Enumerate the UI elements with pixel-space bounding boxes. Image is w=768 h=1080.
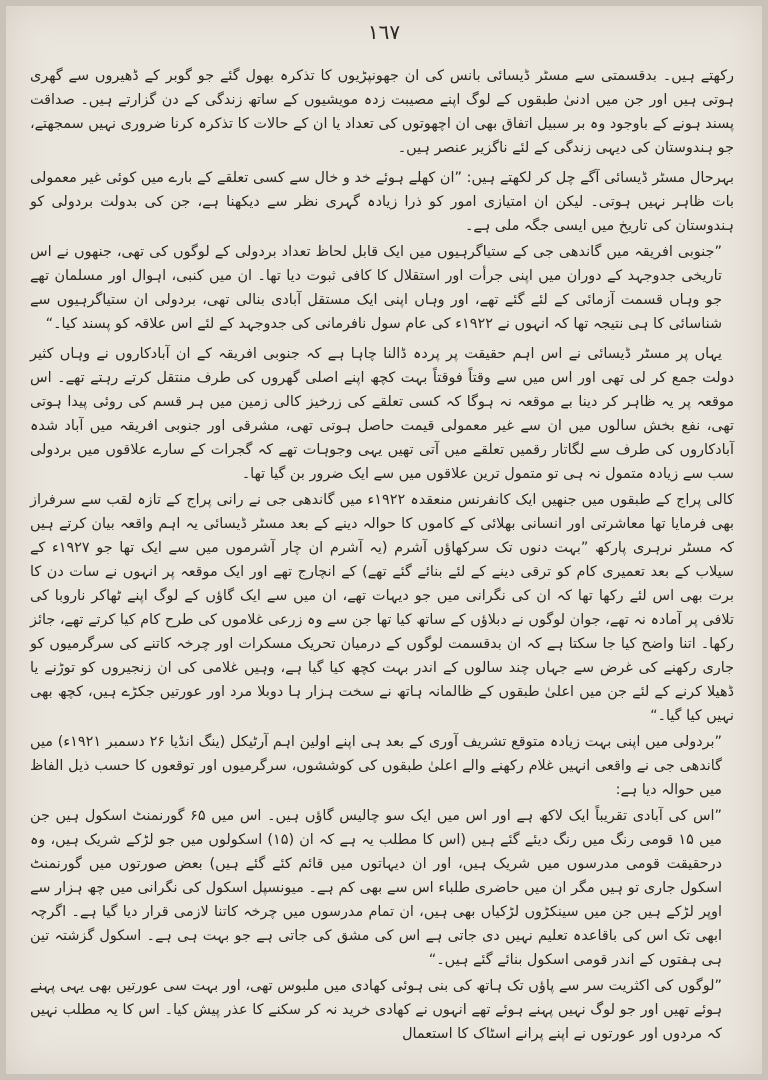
paragraph: رکھتے ہیں۔ بدقسمتی سے مسٹر ڈیسائی بانس کی ان جھونپڑیوں کا تذکرہ بھول گئے جو گوبر کے ڈھیروں سے گھری ہوتی ہیں اور جن میں ادنیٰ طبقوں کے لوگ اپنے مصیبت زدہ مویشیوں کے ساتھ زندگی کے دن گزارتے ہیں۔ صداقت پسند ہونے کے باوجود وہ بر سبیل اتفاق بھی ان اچھوتوں کی تعداد یا ان کے حالات کا تذکرہ کرنا ضروری نہیں سمجھتے، جو ہندوستان کی دیہی زندگی کے لئے ناگزیر عنصر ہیں۔ bbox=[29, 68, 734, 156]
page-body bbox=[30, 64, 734, 1048]
document-page bbox=[6, 6, 762, 1074]
paragraph: کالی پراج کے طبقوں میں جنھیں ایک کانفرنس منعقدہ ۱۹۲۲ء میں گاندھی جی نے رانی پراج کے تازہ لقب سے سرفراز بھی فرمایا تھا معاشرتی اور انسانی بھلائی کے کاموں کا حوالہ دینے کے بعد مسٹر ڈیسائی یہ اہم واقعہ بیان کرتے ہیں کہ مسٹر نرہری پارکھ ”بہت دنوں تک سرکھاؤں آشرم (یہ آشرم ان چار آشرموں میں سے ایک تھا جو ۱۹۲۷ء کے سیلاب کے بعد تعمیری کام کو ترقی دینے کے لئے بنائے گئے تھے) کے انچارج تھے اور ایک موقعہ پر انہوں نے سات دن کا برت بھی اس لئے رکھا تھا کہ ان کی نگرانی میں جو دیہات تھے، ان میں سے ایک گاؤں کے لوگ اپنے ٹھاکر ناروبا کی تلافی پر آمادہ نہ تھے، جوان لوگوں نے دبلاؤں کے ساتھ کیا تھا جن سے وہ زرعی غلاموں کی طرح کام کیا کرتے تھے، جائز رکھا۔ اتنا واضح کیا جا سکتا ہے کہ ان بدقسمت لوگوں کے درمیان تحریک مسکرات اور چرخہ کاتنے کی سرگرمیوں کو جاری رکھنے کی غرض سے جہاں چند سالوں کے اندر بہت کچھ کیا گیا ہے، وہیں غلامی کی ان زنجیروں کو توڑنے یا ڈھیلا کرنے کے لئے جن میں اعلیٰ طبقوں کے ظالمانہ ہاتھ نے سخت ہزار ہا دوبلا مرد اور عورتیں جکڑے ہیں، کچھ بھی نہیں کیا گیا۔“ bbox=[30, 492, 734, 724]
quoted-paragraph: ”جنوبی افریقہ میں گاندھی جی کے ستیاگرہیوں میں ایک قابل لحاظ تعداد بردولی کے لوگوں کی تھی، جنھوں نے اس تاریخی جدوجہد کے دوران میں اپنی جرأت اور استقلال کا کافی ثبوت دیا تھا۔ ان میں کنبی، اہوال اور مسلمان تھے جو وہاں قسمت آزمائی کے لئے گئے تھے، اور وہاں اپنی ایک مستقل آبادی بنالی تھی، بردولی ان ستیاگرہیوں سے شناسائی کا ہی نتیجہ تھا کہ انہوں نے ۱۹۲۲ء کی عام سول نافرمانی کی جدوجہد کے لئے اس علاقہ کو پسند کیا۔“ bbox=[30, 244, 722, 332]
quoted-paragraph: ”بردولی میں اپنی بہت زیادہ متوقع تشریف آوری کے بعد ہی اپنے اولین اہم آرٹیکل (ینگ انڈیا ۲۶ دسمبر ۱۹۲۱ء) میں گاندھی جی نے واقعی انہیں غلام رکھنے والے اعلیٰ طبقوں کی کوششوں، سرگرمیوں اور توقعوں کا حسب ذیل الفاظ میں حوالہ دیا ہے: bbox=[30, 734, 723, 798]
page-number: ١٦٧ bbox=[367, 20, 401, 44]
quoted-paragraph: ”اس کی آبادی تقریباً ایک لاکھ ہے اور اس میں ایک سو چالیس گاؤں ہیں۔ اس میں ۶۵ گورنمنٹ اسکول ہیں جن میں ۱۵ قومی رنگ میں رنگ دیئے گئے ہیں (اس کا مطلب یہ ہے کہ ان (۱۵) اسکولوں میں جو لڑکے شریک ہیں، وہ درحقیقت قومی مدرسوں میں شریک ہیں، اور ان دیہاتوں میں قائم کئے گئے ہیں) بعض صورتوں میں گورنمنٹ اسکول جاری تو ہیں مگر ان میں حاضری طلباء اس سے بھی کم ہے۔ میونسپل اسکول کی نگرانی میں چھ ہزار سے اوپر لڑکے ہیں جن میں سینکڑوں لڑکیاں بھی ہیں، ان تمام مدرسوں میں چرخہ کاتنا لازمی قرار دیا گیا ہے۔ اگرچہ ابھی تک اس کی باقاعدہ تعلیم نہیں دی جاتی ہے اس کی مشق کی جاتی ہے جو بہت ہی ہے۔ اسکول گزشتہ تین ہی ہفتوں کے اندر قومی اسکول بنائے گئے ہیں۔“ bbox=[30, 808, 722, 968]
paragraph: یہاں پر مسٹر ڈیسائی نے اس اہم حقیقت پر پردہ ڈالنا چاہا ہے کہ جنوبی افریقہ کے ان آبادکاروں نے وہاں کثیر دولت جمع کر لی تھی اور اس میں سے وقتاً فوقتاً بہت کچھ اپنے اصلی گھروں کی طرف منتقل کرتے رہتے تھے۔ اس موقعہ پر یہ ظاہر کر دینا بے موقعہ نہ ہوگا کہ کسی تعلقے کی زرخیز کالی زمین میں ہر قسم کی روئی پیدا ہوتی تھی، نفع بخش سالوں میں ان سے غیر معمولی قیمت حاصل ہوتی تھی، مشرقی اور جنوبی افریقہ میں آباد شدہ آبادکاروں کی طرف سے لگاتار رقمیں تعلقے میں آتی تھیں یہی وجوہات تھے کہ گجرات کے سارے علاقوں میں بردولی سب سے زیادہ متمول نہ ہی تو متمول ترین علاقوں میں سے ایک ضرور بن گیا تھا۔ bbox=[30, 346, 734, 482]
quoted-paragraph: ”لوگوں کی اکثریت سر سے پاؤں تک ہاتھ کی بنی ہوئی کھادی میں ملبوس تھی، اور بہت سی عورتیں بھی یہی پہنے ہوئے تھیں اور جو لوگ نہیں پہنے ہوئے تھے انہوں نے کھادی خرید نہ کر سکنے کا عذر پیش کیا۔ اس کا یہ مطلب نہیں کہ مردوں اور عورتوں نے اپنے پرانے اسٹاک کا استعمال bbox=[30, 978, 722, 1042]
paragraph: بہرحال مسٹر ڈیسائی آگے چل کر لکھتے ہیں: ”ان کھلے ہوئے خد و خال سے کسی تعلقے کے بارے میں کوئی غیر معمولی بات ظاہر نہیں ہوتی۔ لیکن ان امتیازی امور کو ذرا زیادہ گہری نظر سے دیکھنا ہے، جن کی بدولت بردولی کو ہندوستان کی تاریخ میں ایسی جگہ ملی ہے۔ bbox=[30, 170, 734, 234]
